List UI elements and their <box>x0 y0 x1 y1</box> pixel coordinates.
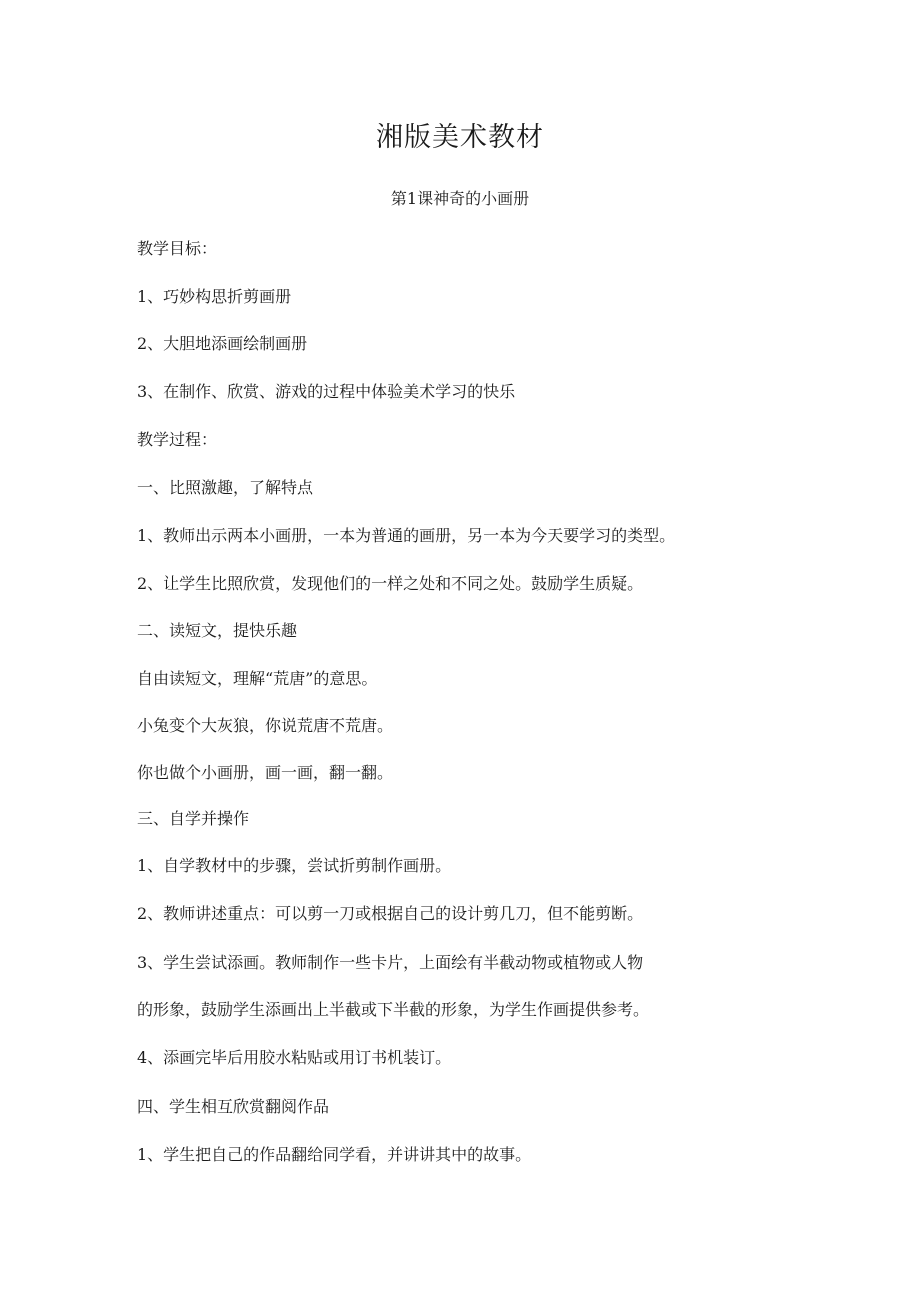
paragraph: 1、教师出示两本小画册，一本为普通的画册，另一本为今天要学习的类型。 <box>137 526 676 545</box>
document-title: 湘版美术教材 <box>376 122 544 153</box>
paragraph: 你也做个小画册，画一画，翻一翻。 <box>137 763 394 782</box>
section-heading-process: 教学过程： <box>137 430 218 449</box>
paragraph: 自由读短文，理解“荒唐”的意思。 <box>137 669 378 688</box>
paragraph: 3、在制作、欣赏、游戏的过程中体验美术学习的快乐 <box>137 382 516 401</box>
paragraph: 1、巧妙构思折剪画册 <box>137 287 292 306</box>
paragraph: 4、添画完毕后用胶水粘贴或用订书机装订。 <box>137 1048 452 1067</box>
section-heading-objectives: 教学目标： <box>137 239 218 258</box>
paragraph: 的形象，鼓励学生添画出上半截或下半截的形象，为学生作画提供参考。 <box>137 1000 650 1019</box>
step-heading: 四、学生相互欣赏翻阅作品 <box>137 1097 330 1116</box>
paragraph: 小兔变个大灰狼，你说荒唐不荒唐。 <box>137 716 394 735</box>
step-heading: 三、自学并操作 <box>137 809 250 828</box>
paragraph: 1、自学教材中的步骤，尝试折剪制作画册。 <box>137 856 452 875</box>
step-heading: 一、比照激趣，了解特点 <box>137 478 314 497</box>
paragraph: 2、让学生比照欣赏，发现他们的一样之处和不同之处。鼓励学生质疑。 <box>137 574 644 593</box>
paragraph: 2、教师讲述重点：可以剪一刀或根据自己的设计剪几刀，但不能剪断。 <box>137 904 644 923</box>
paragraph: 1、学生把自己的作品翻给同学看，并讲讲其中的故事。 <box>137 1145 532 1164</box>
paragraph: 2、大胆地添画绘制画册 <box>137 334 308 353</box>
paragraph: 3、学生尝试添画。教师制作一些卡片，上面绘有半截动物或植物或人物 <box>137 953 644 972</box>
lesson-subtitle: 第1课神奇的小画册 <box>390 189 530 208</box>
step-heading: 二、读短文，提快乐趣 <box>137 621 298 640</box>
